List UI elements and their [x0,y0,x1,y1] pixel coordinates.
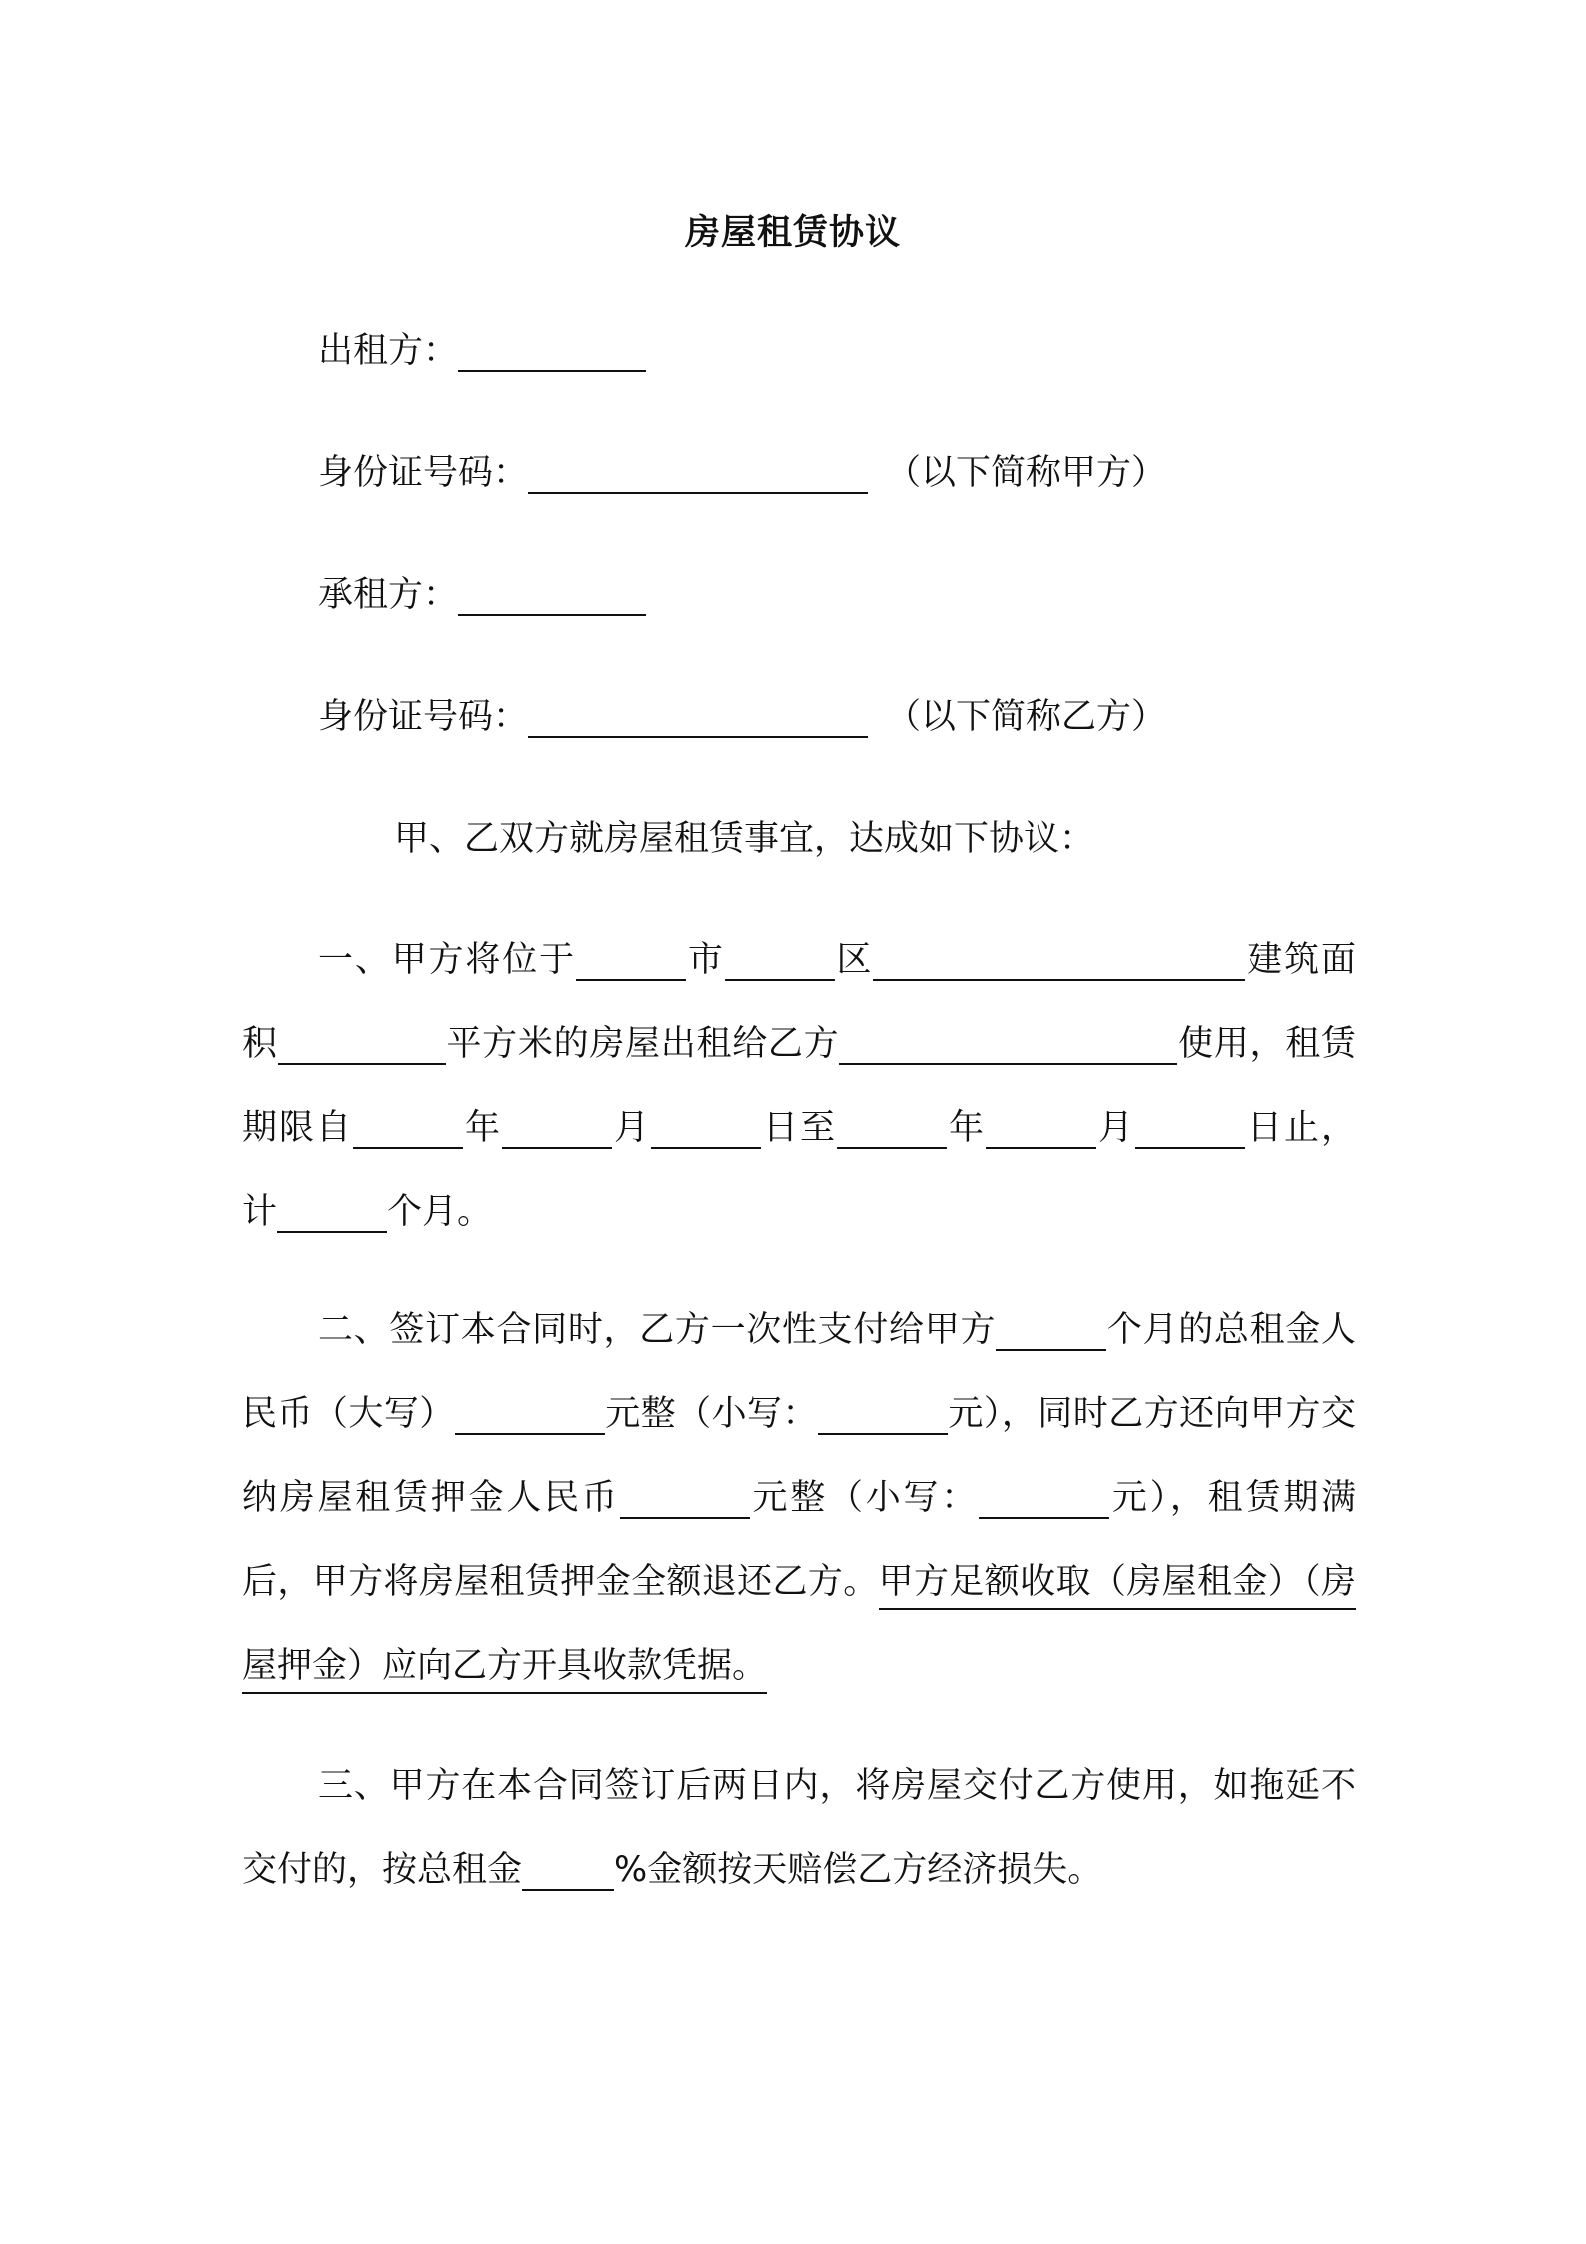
clause1-text: 使用，租赁期限自 [242,1024,1356,1148]
prepay-months-blank[interactable] [996,1311,1106,1351]
clause1-text: 年 [462,1108,502,1148]
start-month-blank[interactable] [502,1109,612,1149]
area-blank[interactable] [278,1025,446,1065]
clause1-text: 建筑面积 [242,940,1356,1064]
clause2-text: 元整（小写： [749,1478,980,1518]
lessee-id-blank[interactable] [528,698,868,738]
clause1-text: 平方米的房屋出租给乙方 [445,1024,840,1064]
lessee-name-blank[interactable] [458,576,646,616]
start-year-blank[interactable] [353,1109,463,1149]
clause1-text: 月 [611,1108,651,1148]
lessor-alias: （以下简称甲方） [886,453,1167,493]
lessee-line [318,570,646,620]
deposit-lowercase-blank[interactable] [979,1479,1109,1519]
deposit-uppercase-blank[interactable] [620,1479,750,1519]
penalty-percent-blank[interactable] [522,1851,614,1891]
receipt-clause-underlined: 甲方足额收取（房屋租金）（房屋押金）应向乙方开具收款凭据。 [242,1562,1356,1694]
lessee-id-label: 身份证号码： [318,697,529,737]
clause1-text: 日至 [760,1108,837,1148]
lessor-id-blank[interactable] [528,454,868,494]
clause3-text: 三、甲方在本合同签订后两日内，将房屋交付乙方使用，如拖延不交付的，按总租金 [242,1766,1356,1890]
months-blank[interactable] [277,1193,387,1233]
start-day-blank[interactable] [651,1109,761,1149]
use-blank[interactable] [839,1025,1177,1065]
clause3-text: %金额按天赔偿乙方经济损失。 [614,1850,1103,1890]
clause2-text: 元），租赁期满后，甲方将房屋租赁押金全额退还乙方。 [242,1478,1356,1602]
document-title: 房屋租赁协议 [684,213,901,253]
clause-2 [242,1288,1356,1708]
city-blank[interactable] [576,941,686,981]
clause-3 [242,1744,1356,1912]
intro-line: 甲、乙双方就房屋租赁事宜，达成如下协议： [394,819,1095,859]
lessor-line [318,326,646,376]
clause2-text: 个月的总租金人民币（大写） [242,1310,1356,1434]
clause1-text: 个月。 [387,1192,493,1232]
clause2-text: 元整（小写： [604,1394,818,1434]
clause1-text: 一、甲方将位于 [318,940,576,980]
clause-1 [242,918,1356,1254]
clause1-text: 年 [946,1108,986,1148]
clause2-text: 二、签订本合同时，乙方一次性支付给甲方 [318,1310,997,1350]
district-blank[interactable] [725,941,835,981]
clause1-text: 区 [834,940,874,980]
end-day-blank[interactable] [1135,1109,1245,1149]
end-year-blank[interactable] [837,1109,947,1149]
lessee-id-line [318,692,1166,742]
rent-uppercase-blank[interactable] [455,1395,605,1435]
address-blank[interactable] [873,941,1245,981]
lessor-label: 出租方： [318,331,459,371]
clause1-text: 日止，计 [242,1108,1356,1232]
clause1-text: 月 [1095,1108,1135,1148]
lessor-id-label: 身份证号码： [318,453,529,493]
end-month-blank[interactable] [986,1109,1096,1149]
clause1-text: 市 [685,940,725,980]
rent-lowercase-blank[interactable] [818,1395,948,1435]
clause2-text: 元），同时乙方还向甲方交纳房屋租赁押金人民币 [242,1394,1356,1518]
lessee-label: 承租方： [318,575,459,615]
lessee-alias: （以下简称乙方） [886,697,1167,737]
lessor-name-blank[interactable] [458,332,646,372]
lessor-id-line [318,448,1166,498]
